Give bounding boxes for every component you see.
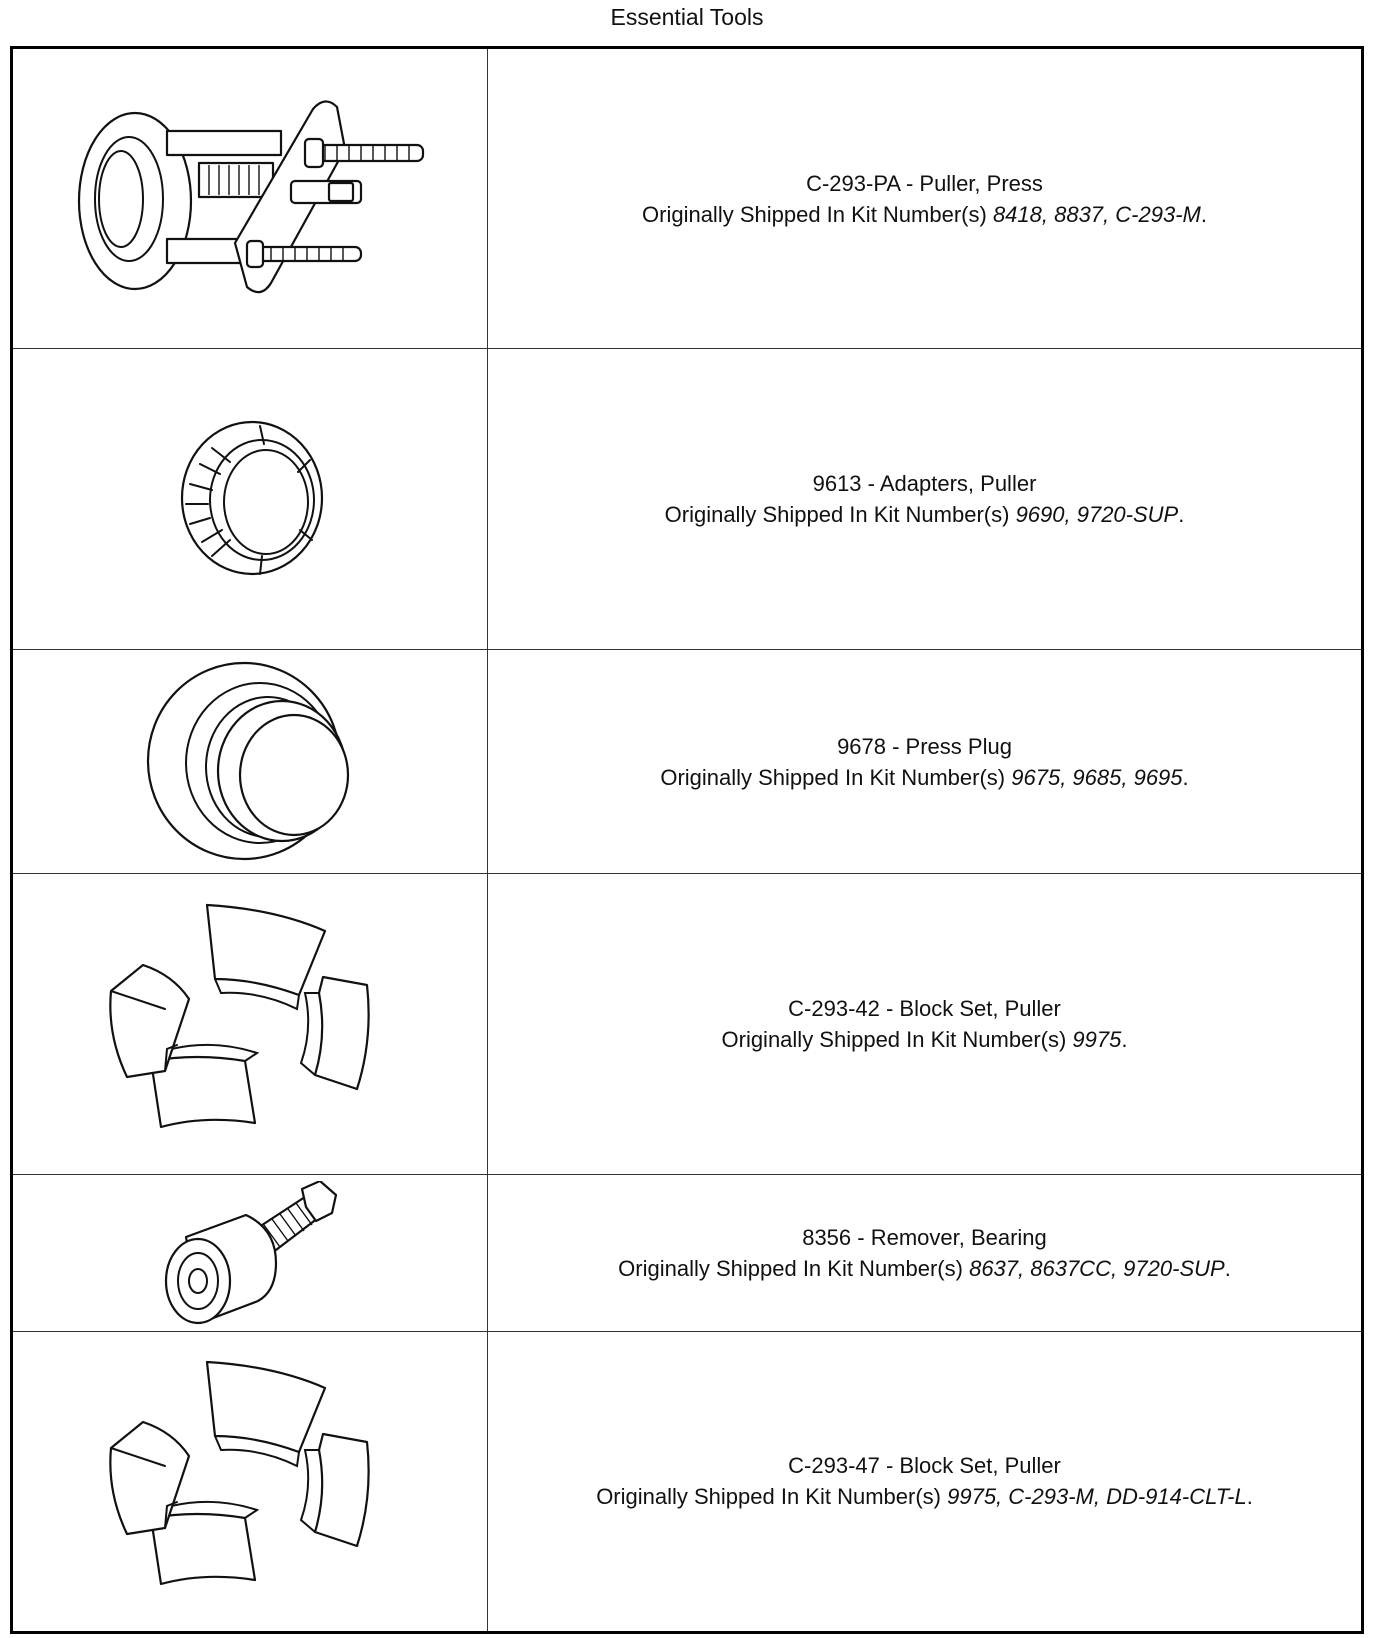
kit-suffix: . (1121, 1026, 1128, 1052)
tool-name: 9678 - Press Plug (837, 733, 1012, 759)
kit-numbers: 9690, 9720-SUP (1015, 502, 1179, 528)
tool-name: C-293-PA - Puller, Press (806, 170, 1043, 196)
table-row (12, 349, 1363, 650)
tool-image-cell (12, 1175, 488, 1332)
tool-image-cell (12, 873, 488, 1174)
tool-name: C-293-42 - Block Set, Puller (788, 995, 1061, 1021)
block-set-icon (105, 1356, 395, 1606)
table-row (12, 48, 1363, 349)
table-row (12, 1331, 1363, 1632)
kit-numbers: 8418, 8837, C-293-M (992, 201, 1201, 227)
table-row (12, 650, 1363, 874)
kit-numbers-line (488, 762, 1361, 793)
tool-description-cell (488, 349, 1363, 650)
kit-prefix: Originally Shipped In Kit Number(s) (721, 1026, 1073, 1052)
press-puller-icon (75, 89, 425, 309)
kit-suffix: . (1178, 502, 1185, 528)
kit-numbers: 9975 (1072, 1026, 1122, 1052)
kit-numbers: 8637, 8637CC, 9720-SUP (969, 1255, 1225, 1281)
tool-description-cell (488, 650, 1363, 874)
kit-numbers-line (488, 1024, 1361, 1055)
tool-name: 9613 - Adapters, Puller (812, 471, 1037, 497)
tool-name: C-293-47 - Block Set, Puller (788, 1453, 1061, 1479)
kit-prefix: Originally Shipped In Kit Number(s) (642, 201, 993, 227)
kit-prefix: Originally Shipped In Kit Number(s) (618, 1255, 970, 1281)
tool-name: 8356 - Remover, Bearing (802, 1224, 1047, 1250)
kit-numbers-line (488, 1481, 1361, 1512)
kit-prefix: Originally Shipped In Kit Number(s) (664, 502, 1016, 528)
kit-suffix: . (1246, 1484, 1253, 1510)
kit-prefix: Originally Shipped In Kit Number(s) (596, 1484, 948, 1510)
kit-numbers-line (488, 1253, 1361, 1284)
bearing-remover-icon (160, 1181, 340, 1325)
kit-numbers: 9975, C-293-M, DD-914-CLT-L (947, 1484, 1247, 1510)
tool-description-cell (488, 1331, 1363, 1632)
table-row (12, 873, 1363, 1174)
tool-image-cell (12, 650, 488, 874)
kit-suffix: . (1182, 764, 1189, 790)
essential-tools-table (10, 46, 1364, 1634)
table-row (12, 1175, 1363, 1332)
kit-numbers: 9675, 9685, 9695 (1011, 764, 1183, 790)
kit-prefix: Originally Shipped In Kit Number(s) (660, 764, 1012, 790)
block-set-icon (105, 899, 395, 1149)
puller-adapters-icon (160, 414, 340, 584)
page-title: Essential Tools (610, 4, 764, 30)
tool-image-cell (12, 1331, 488, 1632)
press-plug-icon (140, 657, 360, 867)
tool-image-cell (12, 48, 488, 349)
tool-description-cell (488, 1175, 1363, 1332)
kit-suffix: . (1224, 1255, 1231, 1281)
kit-numbers-line (488, 499, 1361, 530)
kit-numbers-line (488, 199, 1361, 230)
tool-description-cell (488, 873, 1363, 1174)
tool-description-cell (488, 48, 1363, 349)
kit-suffix: . (1200, 201, 1207, 227)
tool-image-cell (12, 349, 488, 650)
